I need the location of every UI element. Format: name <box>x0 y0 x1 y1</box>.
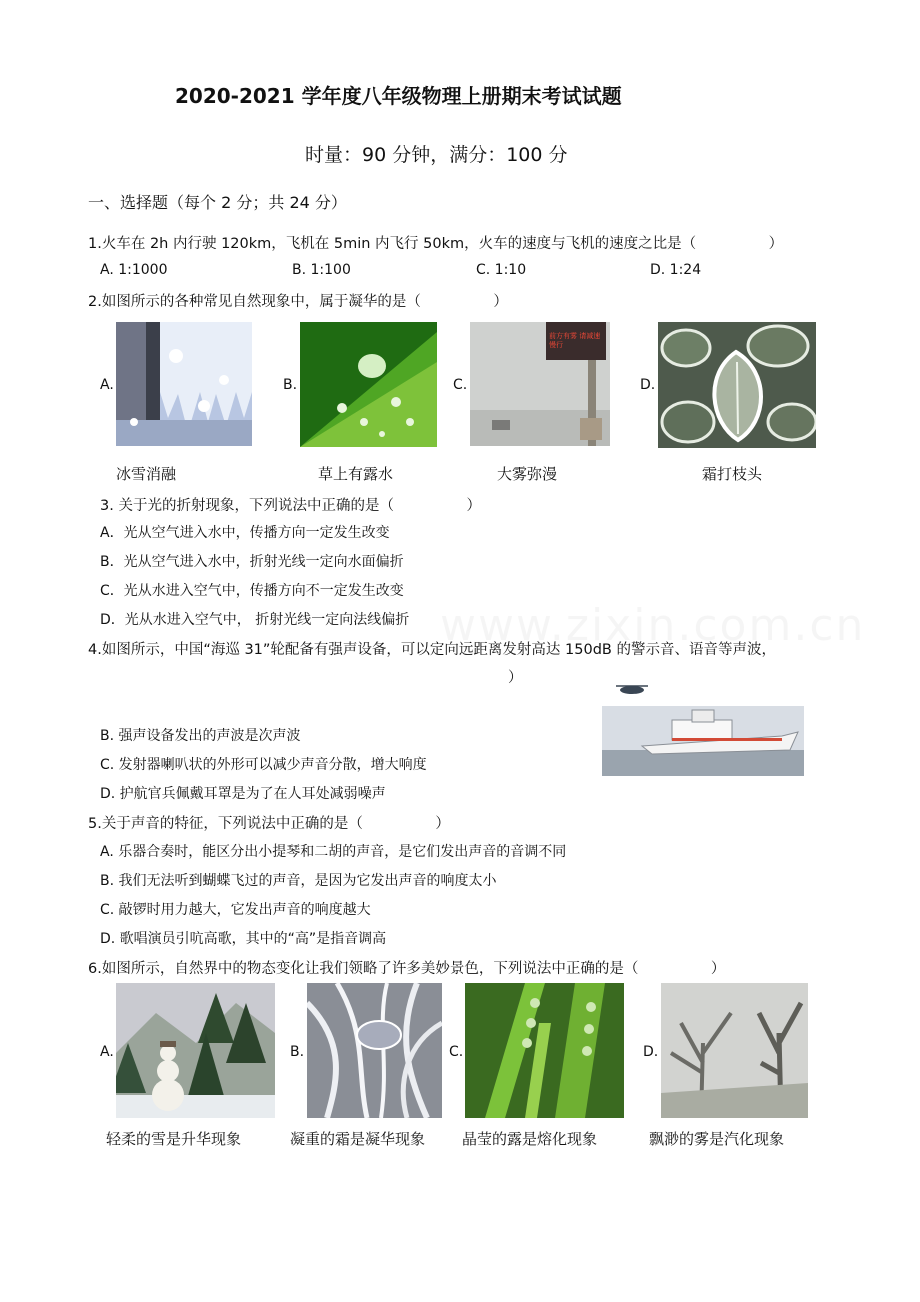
question-1: 1.火车在 2h 内行驶 120km，飞机在 5min 内飞行 50km，火车的速度与飞机的速度之比是（ ） <box>88 236 784 252</box>
snowman-forest-image <box>116 983 275 1118</box>
frosted-grass-image <box>307 983 442 1118</box>
question-5: 5.关于声音的特征，下列说法中正确的是（ ） <box>88 816 450 832</box>
q2-caption-b: 草上有露水 <box>318 465 394 483</box>
q3-option-d: D．光从水进入空气中， 折射光线一定向法线偏折 <box>100 612 410 628</box>
q6-label-b: B. <box>290 1044 305 1060</box>
q3-option-a: A．光从空气进入水中，传播方向一定发生改变 <box>100 525 390 541</box>
q6-label-d: D. <box>643 1044 659 1060</box>
q4-option-b: B. 强声设备发出的声波是次声波 <box>100 728 301 744</box>
question-6: 6.如图所示，自然界中的物态变化让我们领略了许多美妙景色，下列说法中正确的是（ ） <box>88 961 726 977</box>
q6-caption-d: 飘渺的雾是汽化现象 <box>649 1130 785 1148</box>
q2-label-a: A. <box>100 377 114 393</box>
q2-caption-a: 冰雪消融 <box>116 465 177 483</box>
question-3: 3. 关于光的折射现象，下列说法中正确的是（ ） <box>100 498 481 514</box>
q1-option-c: C. 1:10 <box>476 262 527 278</box>
section-heading: 一、选择题（每个 2 分；共 24 分） <box>88 193 347 212</box>
q6-label-c: C. <box>449 1044 464 1060</box>
icicle-waterfall-image <box>116 322 252 446</box>
q1-option-b: B. 1:100 <box>292 262 351 278</box>
q2-caption-d: 霜打枝头 <box>702 465 763 483</box>
frosted-leaves-image <box>658 322 816 448</box>
q4-option-d: D. 护航官兵佩戴耳罩是为了在人耳处减弱噪声 <box>100 786 386 802</box>
q1-option-a: A. 1:1000 <box>100 262 168 278</box>
q2-label-b: B. <box>283 377 298 393</box>
q1-option-d: D. 1:24 <box>650 262 702 278</box>
patrol-ship-image <box>602 680 804 776</box>
q4-option-c: C. 发射器喇叭状的外形可以减少声音分散，增大响度 <box>100 757 427 773</box>
q3-option-b: B．光从空气进入水中，折射光线一定向水面偏折 <box>100 554 404 570</box>
exam-info: 时量：90 分钟，满分：100 分 <box>305 144 568 166</box>
q2-label-d: D. <box>640 377 656 393</box>
q6-label-a: A. <box>100 1044 114 1060</box>
page-title: 2020-2021 学年度八年级物理上册期末考试试题 <box>175 84 622 108</box>
q6-caption-a: 轻柔的雪是升华现象 <box>106 1130 242 1148</box>
road-sign-text: 前方有雾 请减速慢行 <box>549 332 601 349</box>
foggy-trees-image <box>661 983 808 1118</box>
q5-option-d: D. 歌唱演员引吭高歌，其中的“高”是指音调高 <box>100 931 387 947</box>
foggy-road-image <box>470 322 610 446</box>
q4-paren: ） <box>508 670 523 686</box>
q6-caption-c: 晶莹的露是熔化现象 <box>462 1130 598 1148</box>
question-4: 4.如图所示，中国“海巡 31”轮配备有强声设备，可以定向远距离发射高达 150dB 的警示音、语音等声波， <box>88 642 776 658</box>
q5-option-a: A. 乐器合奏时，能区分出小提琴和二胡的声音，是它们发出声音的音调不同 <box>100 844 567 860</box>
dew-on-leaf-image <box>300 322 437 447</box>
q5-option-b: B. 我们无法听到蝴蝶飞过的声音，是因为它发出声音的响度太小 <box>100 873 497 889</box>
question-2: 2.如图所示的各种常见自然现象中，属于凝华的是（ ） <box>88 294 508 310</box>
q2-label-c: C. <box>453 377 468 393</box>
q5-option-c: C. 敲锣时用力越大，它发出声音的响度越大 <box>100 902 371 918</box>
q2-caption-c: 大雾弥漫 <box>497 465 558 483</box>
q3-option-c: C．光从水进入空气中，传播方向不一定发生改变 <box>100 583 404 599</box>
q6-caption-b: 凝重的霜是凝华现象 <box>290 1130 426 1148</box>
dew-drops-grass-image <box>465 983 624 1118</box>
